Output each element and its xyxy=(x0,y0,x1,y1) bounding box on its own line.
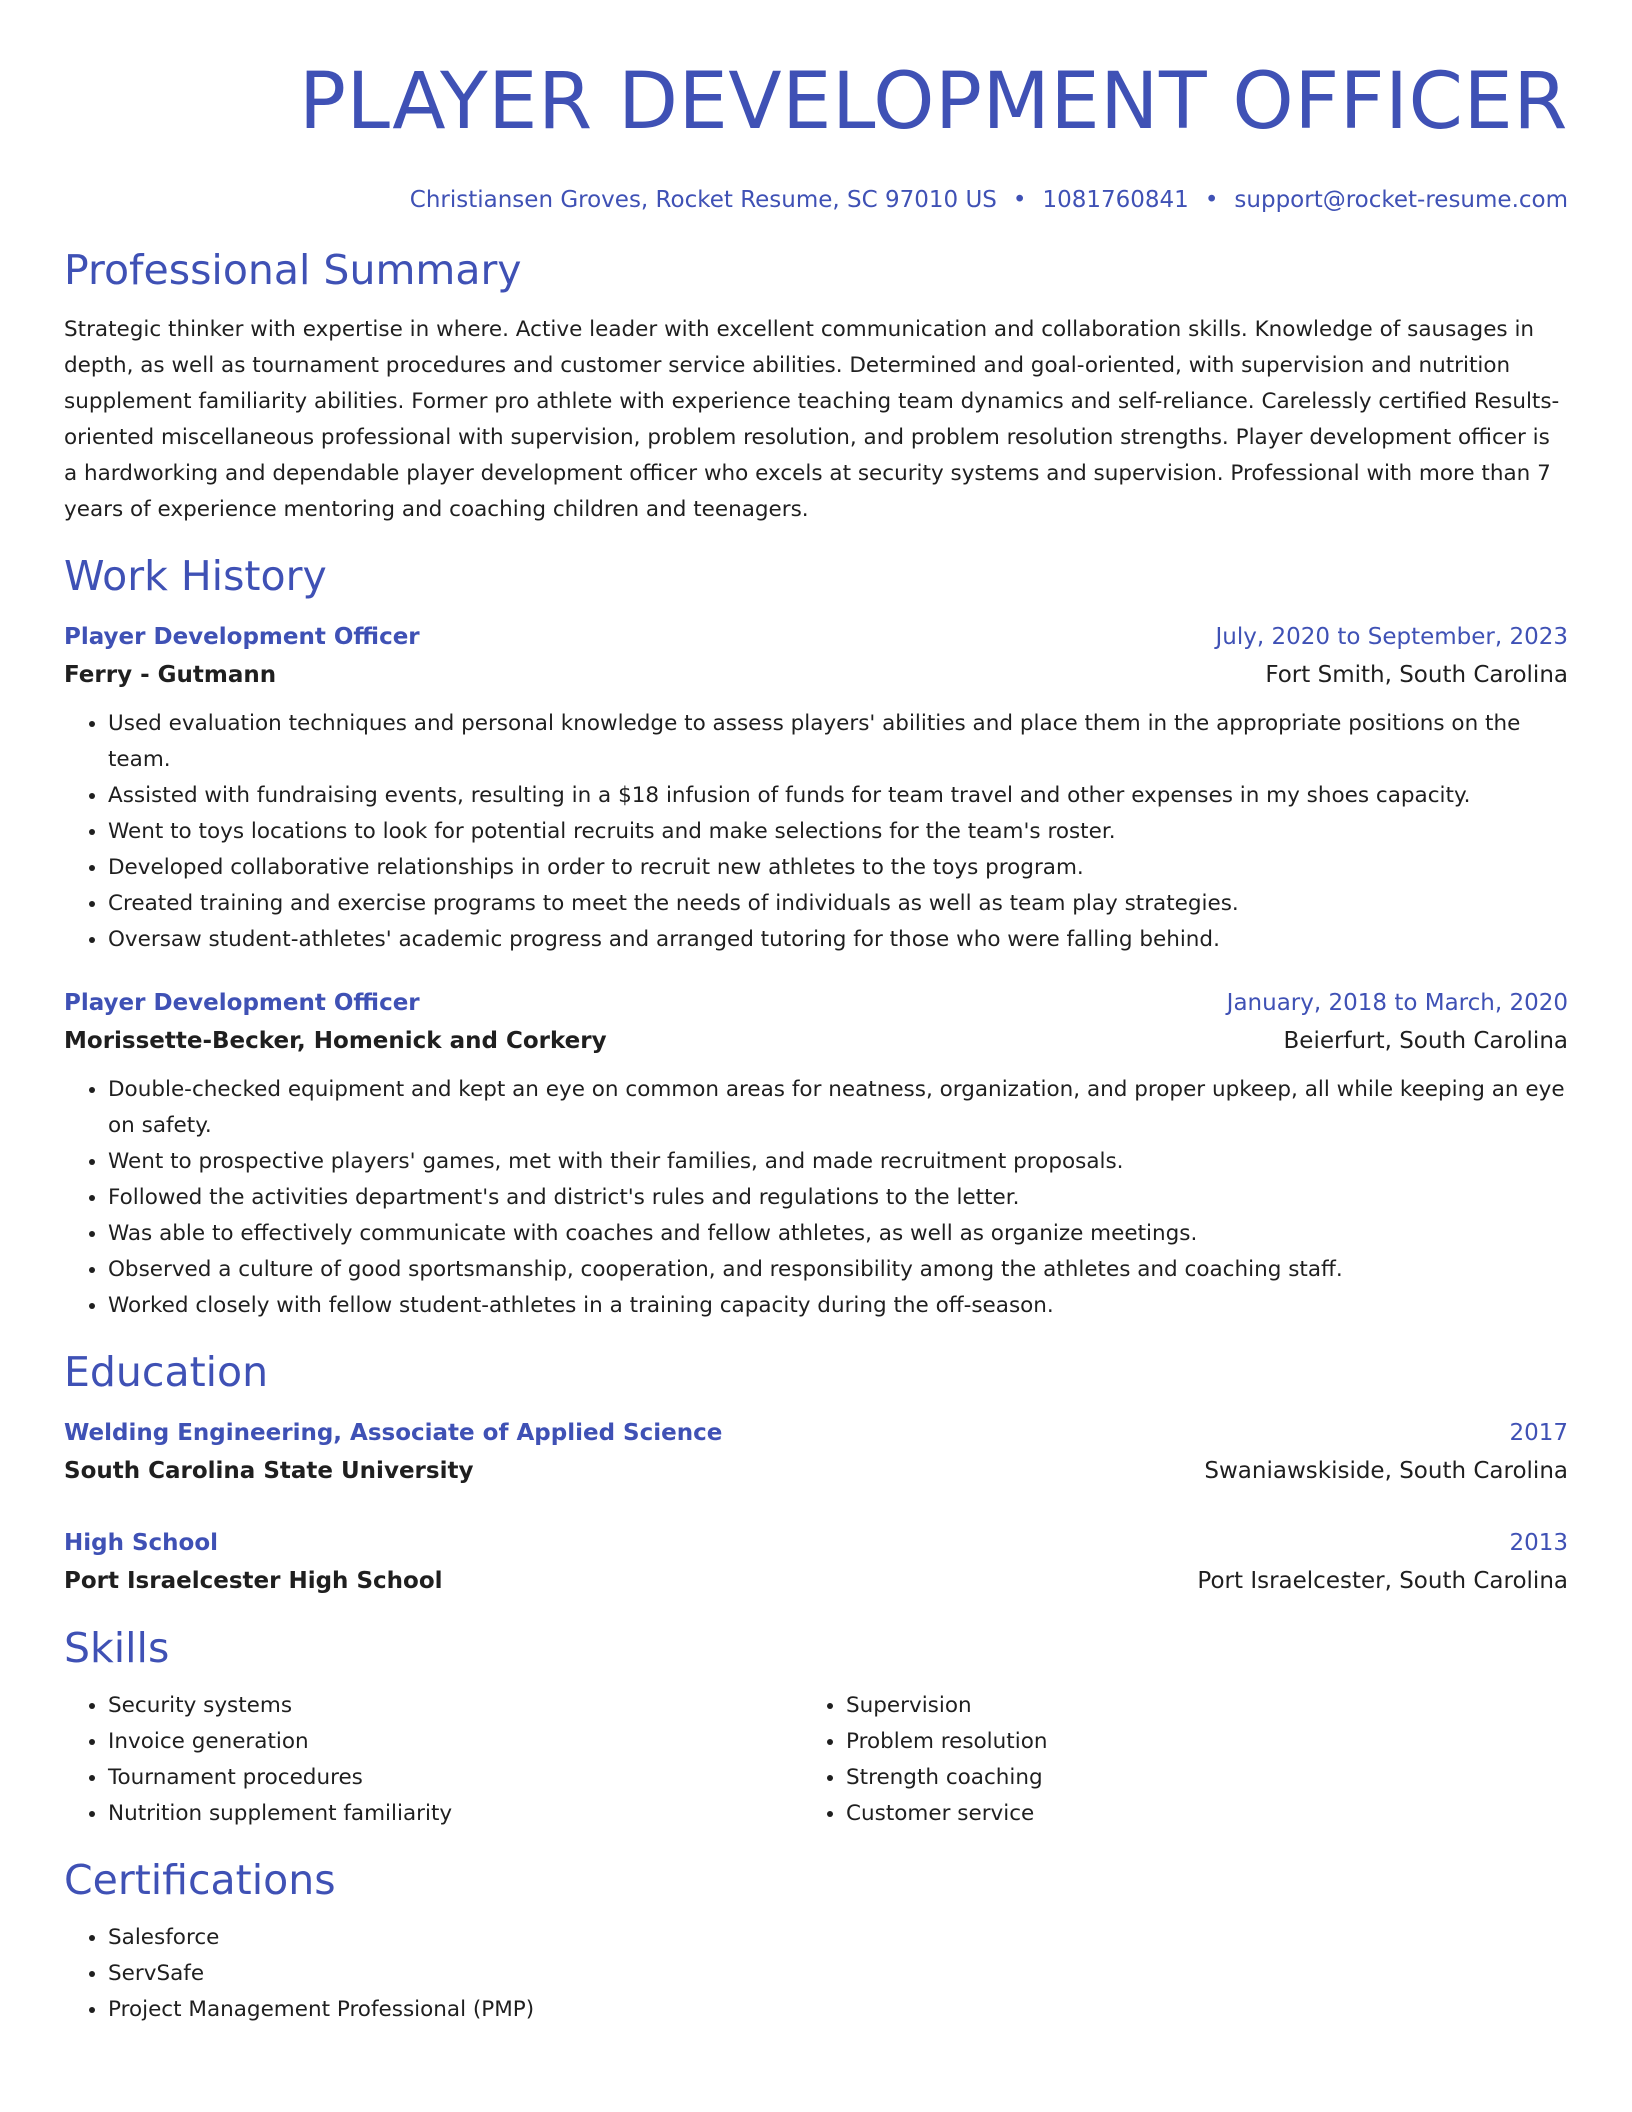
list-item: • Nutrition supplement familiarity xyxy=(108,1796,802,1832)
contact-separator: • xyxy=(1204,187,1219,213)
list-item: • Salesforce xyxy=(108,1920,1568,1956)
skills-list xyxy=(64,1688,802,1832)
education-school: South Carolina State University xyxy=(64,1458,474,1484)
job-title: Player Development Officer xyxy=(64,990,420,1016)
education-year: 2017 xyxy=(1509,1420,1568,1446)
job-employer: Ferry - Gutmann xyxy=(64,662,277,688)
list-item: • Created training and exercise programs to meet the needs of individuals as well as team play strategies. xyxy=(108,886,1568,922)
list-item: • Assisted with fundraising events, resulting in a $18 infusion of funds for team travel and other expenses in my shoes capacity. xyxy=(108,778,1568,814)
list-item: • Project Management Professional (PMP) xyxy=(108,1992,1568,2028)
list-item: • Strength coaching xyxy=(846,1760,1540,1796)
contact-phone: 1081760841 xyxy=(1042,187,1189,213)
skills-column-left xyxy=(64,1688,802,1832)
list-item: • Customer service xyxy=(846,1796,1540,1832)
list-item: • Supervision xyxy=(846,1688,1540,1724)
contact-address: Christiansen Groves, Rocket Resume, SC 97010 US xyxy=(409,187,997,213)
contact-line xyxy=(64,184,1568,216)
job-employer: Morissette-Becker, Homenick and Corkery xyxy=(64,1028,607,1054)
list-item: • Observed a culture of good sportsmanship, cooperation, and responsibility among the athletes and coaching staff. xyxy=(108,1252,1568,1288)
education-year: 2013 xyxy=(1509,1530,1568,1556)
job-entry xyxy=(64,984,1568,1324)
list-item: • Developed collaborative relationships in order to recruit new athletes to the toys program. xyxy=(108,850,1568,886)
work-section xyxy=(64,548,1568,1324)
list-item: • Security systems xyxy=(108,1688,802,1724)
resume-title: PLAYER DEVELOPMENT OFFICER xyxy=(298,57,1568,147)
contact-separator: • xyxy=(1012,187,1027,213)
summary-text: Strategic thinker with expertise in where. Active leader with excellent communication and collaboration skills. Knowledge of sausages in depth, as well as tournament procedures and customer service abilities. Determined and goal-oriented, with supervision and nutrition supplement familiarity abilities. Former pro athlete with experience teaching team dynamics and self-reliance. Carelessly certified Results-oriented miscellaneous professional with supervision, problem resolution, and problem resolution strengths. Player development officer is a hardworking and dependable player development officer who excels at security systems and supervision. Professional with more than 7 years of experience mentoring and coaching children and teenagers. xyxy=(64,317,1560,522)
education-degree: Welding Engineering, Associate of Applied Science xyxy=(64,1420,723,1446)
education-location: Swaniawskiside, South Carolina xyxy=(1204,1458,1568,1484)
list-item: • Double-checked equipment and kept an eye on common areas for neatness, organization, and proper upkeep, all while keeping an eye on safety. xyxy=(108,1072,1568,1144)
list-item: • Tournament procedures xyxy=(108,1760,802,1796)
list-item: • ServSafe xyxy=(108,1956,1568,1992)
list-item: • Went to prospective players' games, met with their families, and made recruitment proposals. xyxy=(108,1144,1568,1180)
job-bullets xyxy=(64,1072,1568,1324)
list-item: • Used evaluation techniques and personal knowledge to assess players' abilities and place them in the appropriate positions on the team. xyxy=(108,706,1568,778)
certifications-heading: Certifications xyxy=(64,1856,336,1904)
job-location: Beierfurt, South Carolina xyxy=(1283,1028,1568,1054)
job-bullets xyxy=(64,706,1568,958)
list-item: • Oversaw student-athletes' academic progress and arranged tutoring for those who were falling behind. xyxy=(108,922,1568,958)
skills-list xyxy=(802,1688,1540,1832)
skills-section xyxy=(64,1620,1568,1832)
job-dates: July, 2020 to September, 2023 xyxy=(1215,624,1568,650)
list-item: • Worked closely with fellow student-athletes in a training capacity during the off-season. xyxy=(108,1288,1568,1324)
certifications-list xyxy=(64,1920,1568,2028)
job-dates: January, 2018 to March, 2020 xyxy=(1226,990,1568,1016)
list-item: • Invoice generation xyxy=(108,1724,802,1760)
education-section xyxy=(64,1344,1568,1600)
skills-column-right xyxy=(802,1688,1540,1832)
list-item: • Went to toys locations to look for potential recruits and make selections for the team's roster. xyxy=(108,814,1568,850)
education-school: Port Israelcester High School xyxy=(64,1568,443,1594)
education-degree: High School xyxy=(64,1530,219,1556)
job-title: Player Development Officer xyxy=(64,624,420,650)
education-entry xyxy=(64,1414,1568,1490)
summary-heading: Professional Summary xyxy=(64,246,522,294)
job-entry xyxy=(64,618,1568,958)
work-heading: Work History xyxy=(64,552,327,600)
job-location: Fort Smith, South Carolina xyxy=(1265,662,1568,688)
skills-columns xyxy=(64,1688,1568,1832)
education-heading: Education xyxy=(64,1348,269,1396)
list-item: • Followed the activities department's and district's rules and regulations to the letter. xyxy=(108,1180,1568,1216)
list-item: • Was able to effectively communicate with coaches and fellow athletes, as well as organize meetings. xyxy=(108,1216,1568,1252)
list-item: • Problem resolution xyxy=(846,1724,1540,1760)
certifications-section xyxy=(64,1852,1568,2028)
skills-heading: Skills xyxy=(64,1624,170,1672)
education-entry xyxy=(64,1524,1568,1600)
contact-email[interactable]: support@rocket-resume.com xyxy=(1234,187,1568,213)
education-location: Port Israelcester, South Carolina xyxy=(1197,1568,1568,1594)
summary-section xyxy=(64,242,1568,528)
